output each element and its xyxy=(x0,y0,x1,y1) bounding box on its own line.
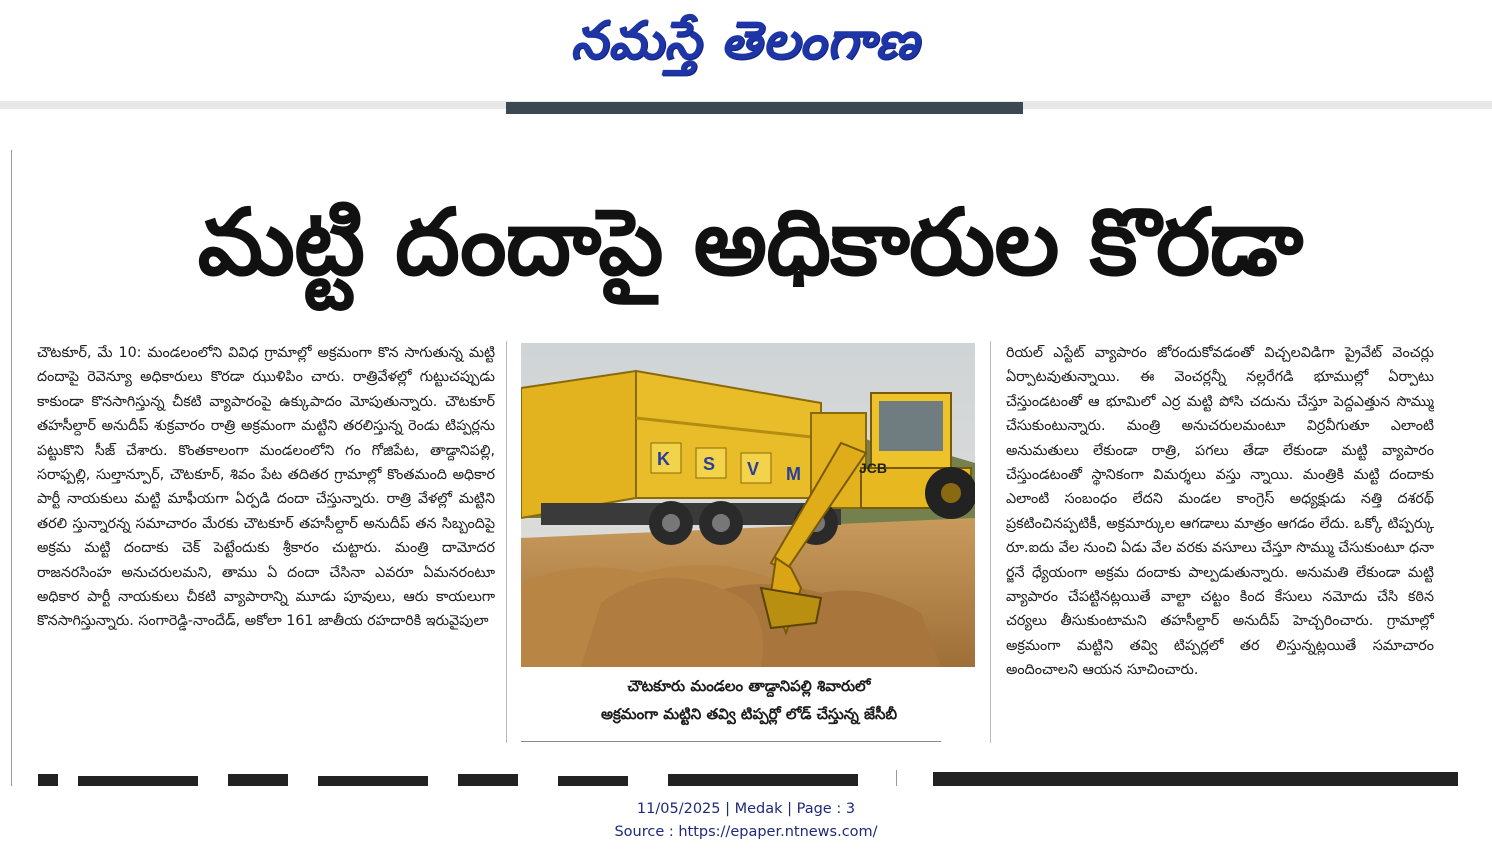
masthead-logo: నమస్తే తెలంగాణ xyxy=(570,10,920,71)
caption-line-1: చౌటకూరు మండలం తాడ్దానిపల్లి శివారులో xyxy=(627,677,871,695)
clipping-border xyxy=(11,150,12,786)
article-right-column: రియల్ ఎస్టేట్ వ్యాపారం జోరందుకోవడంతో విచ్చలవిడిగా ప్రైవేట్ వెంచర్లు ఏర్పాటవుతున్నాయి. ఈ వెంచర్లన్నీ నల్లరేగడి భూముల్లో ఏర్పాటు చేస్తుండటంతో ఆ భూమిలో ఎర్ర మట్టి పోసి చదును చేస్తూ పెద్దఎత్తున సొమ్ము చేసుకుంటున్నారు. మంత్రి అనుచరులమంటూ విర్రవీగుతూ ఎలాంటి అనుమతులు లేకుండా రాత్రి, పగలు తేడా లేకుండా మట్టి వ్యాపారం చేస్తుండటంతో స్థానికంగా విమర్శలు వస్తు న్నాయి. మంత్రికి మట్టి దందాకు ఎలాంటి సంబంధం లేదని మండల కాంగ్రెస్ అధ్యక్షుడు నత్తి దశరథ్ ప్రకటించినప్పటికీ, అక్రమార్కుల ఆగడాలు మాత్రం ఆగడం లేదు. ఒక్కో టిప్పర్కు రూ.ఐదు వేల నుంచి ఏడు వేల వరకు వసూలు చేస్తూ సొమ్ము చేసుకుంటూ ధనా ర్జనే ధ్యేయంగా అక్రమ దందాకు పాల్పడుతున్నారు. అనుమతి లేకుండా మట్టి వ్యాపారం చేపట్టినట్లయితే వాల్టా చట్టం కింద కేసులు నమోదు చేసి కఠిన చర్యలు తీసుకుంటామని తహసీల్దార్ అనుదీప్ హెచ్చరించారు. గ్రామాల్లో అక్రమంగా మట్టిని తవ్వి టిప్పర్లలో తర లిస్తున్నట్లయితే సమాచారం అందించాలని ఆయన సూచించారు. xyxy=(1006,345,1434,679)
column-divider-right xyxy=(990,341,991,743)
article-photo xyxy=(521,343,975,667)
article-left-column: చౌటకూర్, మే 10: మండలంలోని వివిధ గ్రామాల్లో అక్రమంగా కొన సాగుతున్న మట్టి దందాపై రెవెన్యూ అధికారులు కొరడా ఝుళిపిం చారు. రాత్రివేళల్లో గుట్టుచప్పుడు కాకుండా కొనసాగిస్తున్న చీకటి వ్యాపారంపై ఉక్కుపాదం మోపుతున్నారు. చౌటకూర్ తహసీల్దార్ అనుదీప్ శుక్రవారం రాత్రి అక్రమంగా మట్టిని తరలిస్తున్న రెండు టిప్పర్లను పట్టుకొని సీజ్ చేశారు. కొంతకాలంగా మండలంలోని గం గోజిపేట, తాడ్దానిపల్లి, సరాఫ్పల్లి, సుల్తాన్పూర్, చౌటకూర్, శివం పేట తదితర గ్రామాల్లో కొంతమంది అధికార పార్టీ నాయకులు మట్టి మాఫీయగా ఏర్పడి దందా చేస్తున్నారు. రాత్రి వేళల్లో మట్టిని తరలి స్తున్నారన్న సమాచారం మేరకు చౌటకూర్ తహసీల్దార్ అనుదీప్ తన సిబ్బందిపై అక్రమ మట్టి దందాకు చెక్ పెట్టేందుకు శ్రీకారం చుట్టారు. మంత్రి దామోదర రాజనరసింహ అనుచరులమని, తాము ఏ దందా చేసినా ఎవరూ ఏమనరంటూ అధికార పార్టీ నాయకులు చీకటి వ్యాపారాన్ని మూడు పూవులు, ఆరు కాయలుగా కొనసాగిస్తున్నారు. సంగారెడ్డి-నాందేడ్, అకోలా 161 జాతీయ రహదారికి ఇరువైపులా xyxy=(37,345,495,630)
truck-letter-2: S xyxy=(703,454,716,474)
page-footer xyxy=(0,798,1492,844)
footer-source-link[interactable]: Source : https://epaper.ntnews.com/ xyxy=(614,824,878,840)
masthead-accent-bar xyxy=(506,102,1023,114)
caption-line-2: అక్రమంగా మట్టిని తవ్వి టిప్పర్లో లోడ్ చేస్తున్న జేసీబీ xyxy=(600,705,898,723)
caption-rule xyxy=(521,741,941,742)
next-article-cutoff xyxy=(38,770,1478,786)
truck-letter-3: V xyxy=(747,459,760,479)
footer-date-edition: 11/05/2025 | Medak | Page : 3 xyxy=(636,801,856,817)
column-divider-left xyxy=(506,341,507,743)
jcb-label: JCB xyxy=(859,460,888,476)
truck-letter-1: K xyxy=(657,449,670,469)
photo-caption xyxy=(530,672,968,736)
masthead xyxy=(0,0,1492,104)
headline: మట్టి దందాపై అధికారుల కొరడా xyxy=(197,189,1303,296)
truck-letter-4: M xyxy=(786,464,801,484)
